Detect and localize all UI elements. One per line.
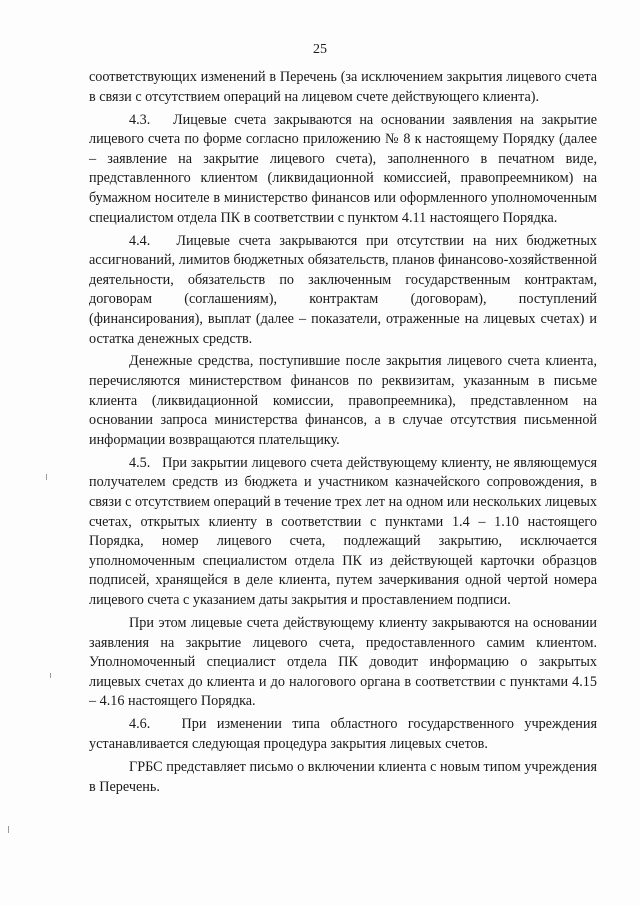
paragraph-4-6: 4.6. При изменении типа областного государственного учреждения устанавливается следующая процедура закрытия лицевых счетов. <box>89 716 597 752</box>
paragraph-4-5: 4.5. При закрытии лицевого счета действующему клиенту, не являющемуся получателем средств из бюджета и участником казначейского сопровождения, в связи с отсутствием операций в течение трех лет на одном или нескольких лицевых счетах, открытых клиенту в соответствии с пунктами 1.4 – 1.10 настоящего Порядка, номер лицевого счета, подлежащий закрытию, исключается уполномоченным специалистом отдела ПК из действующей карточки образцов подписей, хранящейся в деле клиента, путем зачеркивания одной чертой номера лицевого счета с указанием даты закрытия и проставлением подписи. <box>89 454 597 608</box>
paragraph-funds: Денежные средства, поступившие после закрытия лицевого счета клиента, перечисляются министерством финансов по реквизитам, указанным в письме клиента (ликвидационной комиссии, правопреемника), представленном на основании запроса министерства финансов, а в случае отсутствия письменной информации возвращаются плательщику. <box>89 353 597 448</box>
document-body <box>89 68 597 801</box>
scan-mark <box>8 826 9 833</box>
paragraph-continuation: соответствующих изменений в Перечень (за исключением закрытия лицевого счета в связи с отсутствием операций на лицевом счете действующего клиента). <box>89 69 597 105</box>
scan-mark <box>50 673 51 678</box>
paragraph-active-client: При этом лицевые счета действующему клиенту закрываются на основании заявления на закрытие лицевого счета, предоставленного самим клиентом. Уполномоченный специалист отдела ПК доводит информацию о закрытых лицевых счетах до клиента и до налогового органа в соответствии с пунктами 4.15 – 4.16 настоящего Порядка. <box>89 614 597 710</box>
page-number: 25 <box>313 42 327 57</box>
paragraph-grbs-letter: ГРБС представляет письмо о включении клиента с новым типом учреждения в Перечень. <box>89 758 597 795</box>
paragraph-4-3: 4.3. Лицевые счета закрываются на основании заявления на закрытие лицевого счета по форме согласно приложению № 8 к настоящему Порядку (далее – заявление на закрытие лицевого счета), заполненного в печатном виде, представленного клиентом (ликвидационной комиссией, правопреемником) на бумажном носителе в министерство финансов или оформленного уполномоченным специалистом отдела ПК в соответствии с пунктом 4.11 настоящего Порядка. <box>89 111 597 226</box>
paragraph-4-4: 4.4. Лицевые счета закрываются при отсутствии на них бюджетных ассигнований, лимитов бюджетных обязательств, планов финансово-хозяйственной деятельности, обязательств по заключенным государственным контрактам, договорам (соглашениям), контрактам (договорам), поступлений (финансирования), выплат (далее – показатели, отраженные на лицевых счетах) и остатка денежных средств. <box>89 232 597 347</box>
scan-mark <box>46 474 47 480</box>
